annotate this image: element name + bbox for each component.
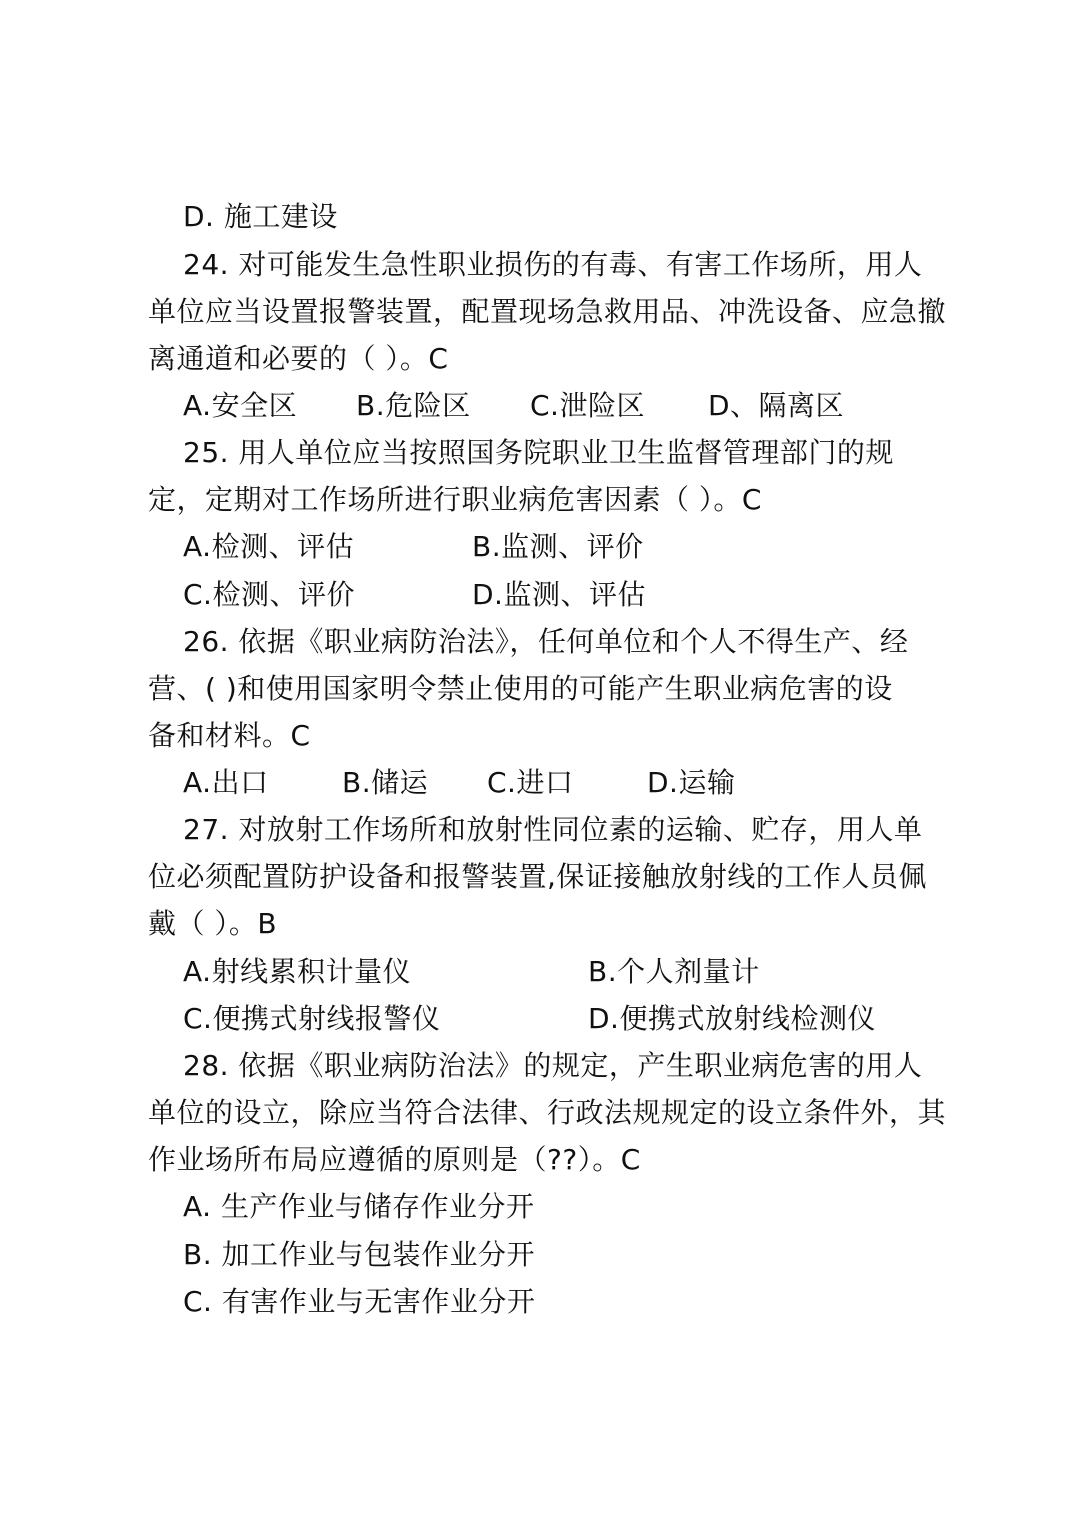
q26-line-2: 营、( )和使用国家明令禁止使用的可能产生职业病危害的设: [148, 672, 893, 705]
q27-line-3: 戴（ ）。B: [148, 907, 278, 940]
q28-line-3: 作业场所布局应遵循的原则是（??）。C: [148, 1143, 641, 1176]
q23-option-d: D. 施工建设: [183, 200, 338, 233]
q26-line-3: 备和材料。C: [148, 719, 311, 752]
q27-line-2: 位必须配置防护设备和报警装置,保证接触放射线的工作人员佩: [148, 860, 927, 893]
q27-option-b: B.个人剂量计: [588, 955, 760, 988]
q25-option-c: C.检测、评价: [183, 578, 355, 611]
q26-option-b: B.储运: [342, 766, 429, 799]
q28-line-2: 单位的设立，除应当符合法律、行政法规规定的设立条件外，其: [148, 1096, 947, 1129]
q26-option-d: D.运输: [647, 766, 736, 799]
q24-option-c: C.泄险区: [530, 389, 645, 422]
q27-option-c: C.便携式射线报警仪: [183, 1002, 441, 1035]
q24-option-d: D、隔离区: [708, 389, 845, 422]
q25-option-a: A.检测、评估: [183, 530, 355, 563]
q24-line-3: 离通道和必要的（ ）。C: [148, 342, 449, 375]
q27-option-d: D.便携式放射线检测仪: [588, 1002, 876, 1035]
q24-option-b: B.危险区: [356, 389, 471, 422]
q26-option-c: C.进口: [487, 766, 574, 799]
q24-line-2: 单位应当设置报警装置，配置现场急救用品、冲洗设备、应急撤: [148, 295, 947, 328]
q25-option-b: B.监测、评价: [472, 530, 644, 563]
q27-option-a: A.射线累积计量仪: [183, 955, 412, 988]
q28-line-1: 28. 依据《职业病防治法》的规定，产生职业病危害的用人: [183, 1049, 923, 1082]
q26-option-a: A.出口: [183, 766, 269, 799]
q25-line-1: 25. 用人单位应当按照国务院职业卫生监督管理部门的规: [183, 436, 894, 469]
q24-line-1: 24. 对可能发生急性职业损伤的有毒、有害工作场所，用人: [183, 248, 923, 281]
q26-line-1: 26. 依据《职业病防治法》，任何单位和个人不得生产、经: [183, 625, 909, 658]
q25-option-d: D.监测、评估: [472, 578, 646, 611]
q24-option-a: A.安全区: [183, 389, 298, 422]
q25-line-2: 定，定期对工作场所进行职业病危害因素（ ）。C: [148, 483, 762, 516]
q27-line-1: 27. 对放射工作场所和放射性同位素的运输、贮存，用人单: [183, 813, 923, 846]
q28-option-b: B. 加工作业与包装作业分开: [183, 1238, 536, 1271]
q28-option-c: C. 有害作业与无害作业分开: [183, 1285, 536, 1318]
q28-option-a: A. 生产作业与储存作业分开: [183, 1190, 535, 1223]
